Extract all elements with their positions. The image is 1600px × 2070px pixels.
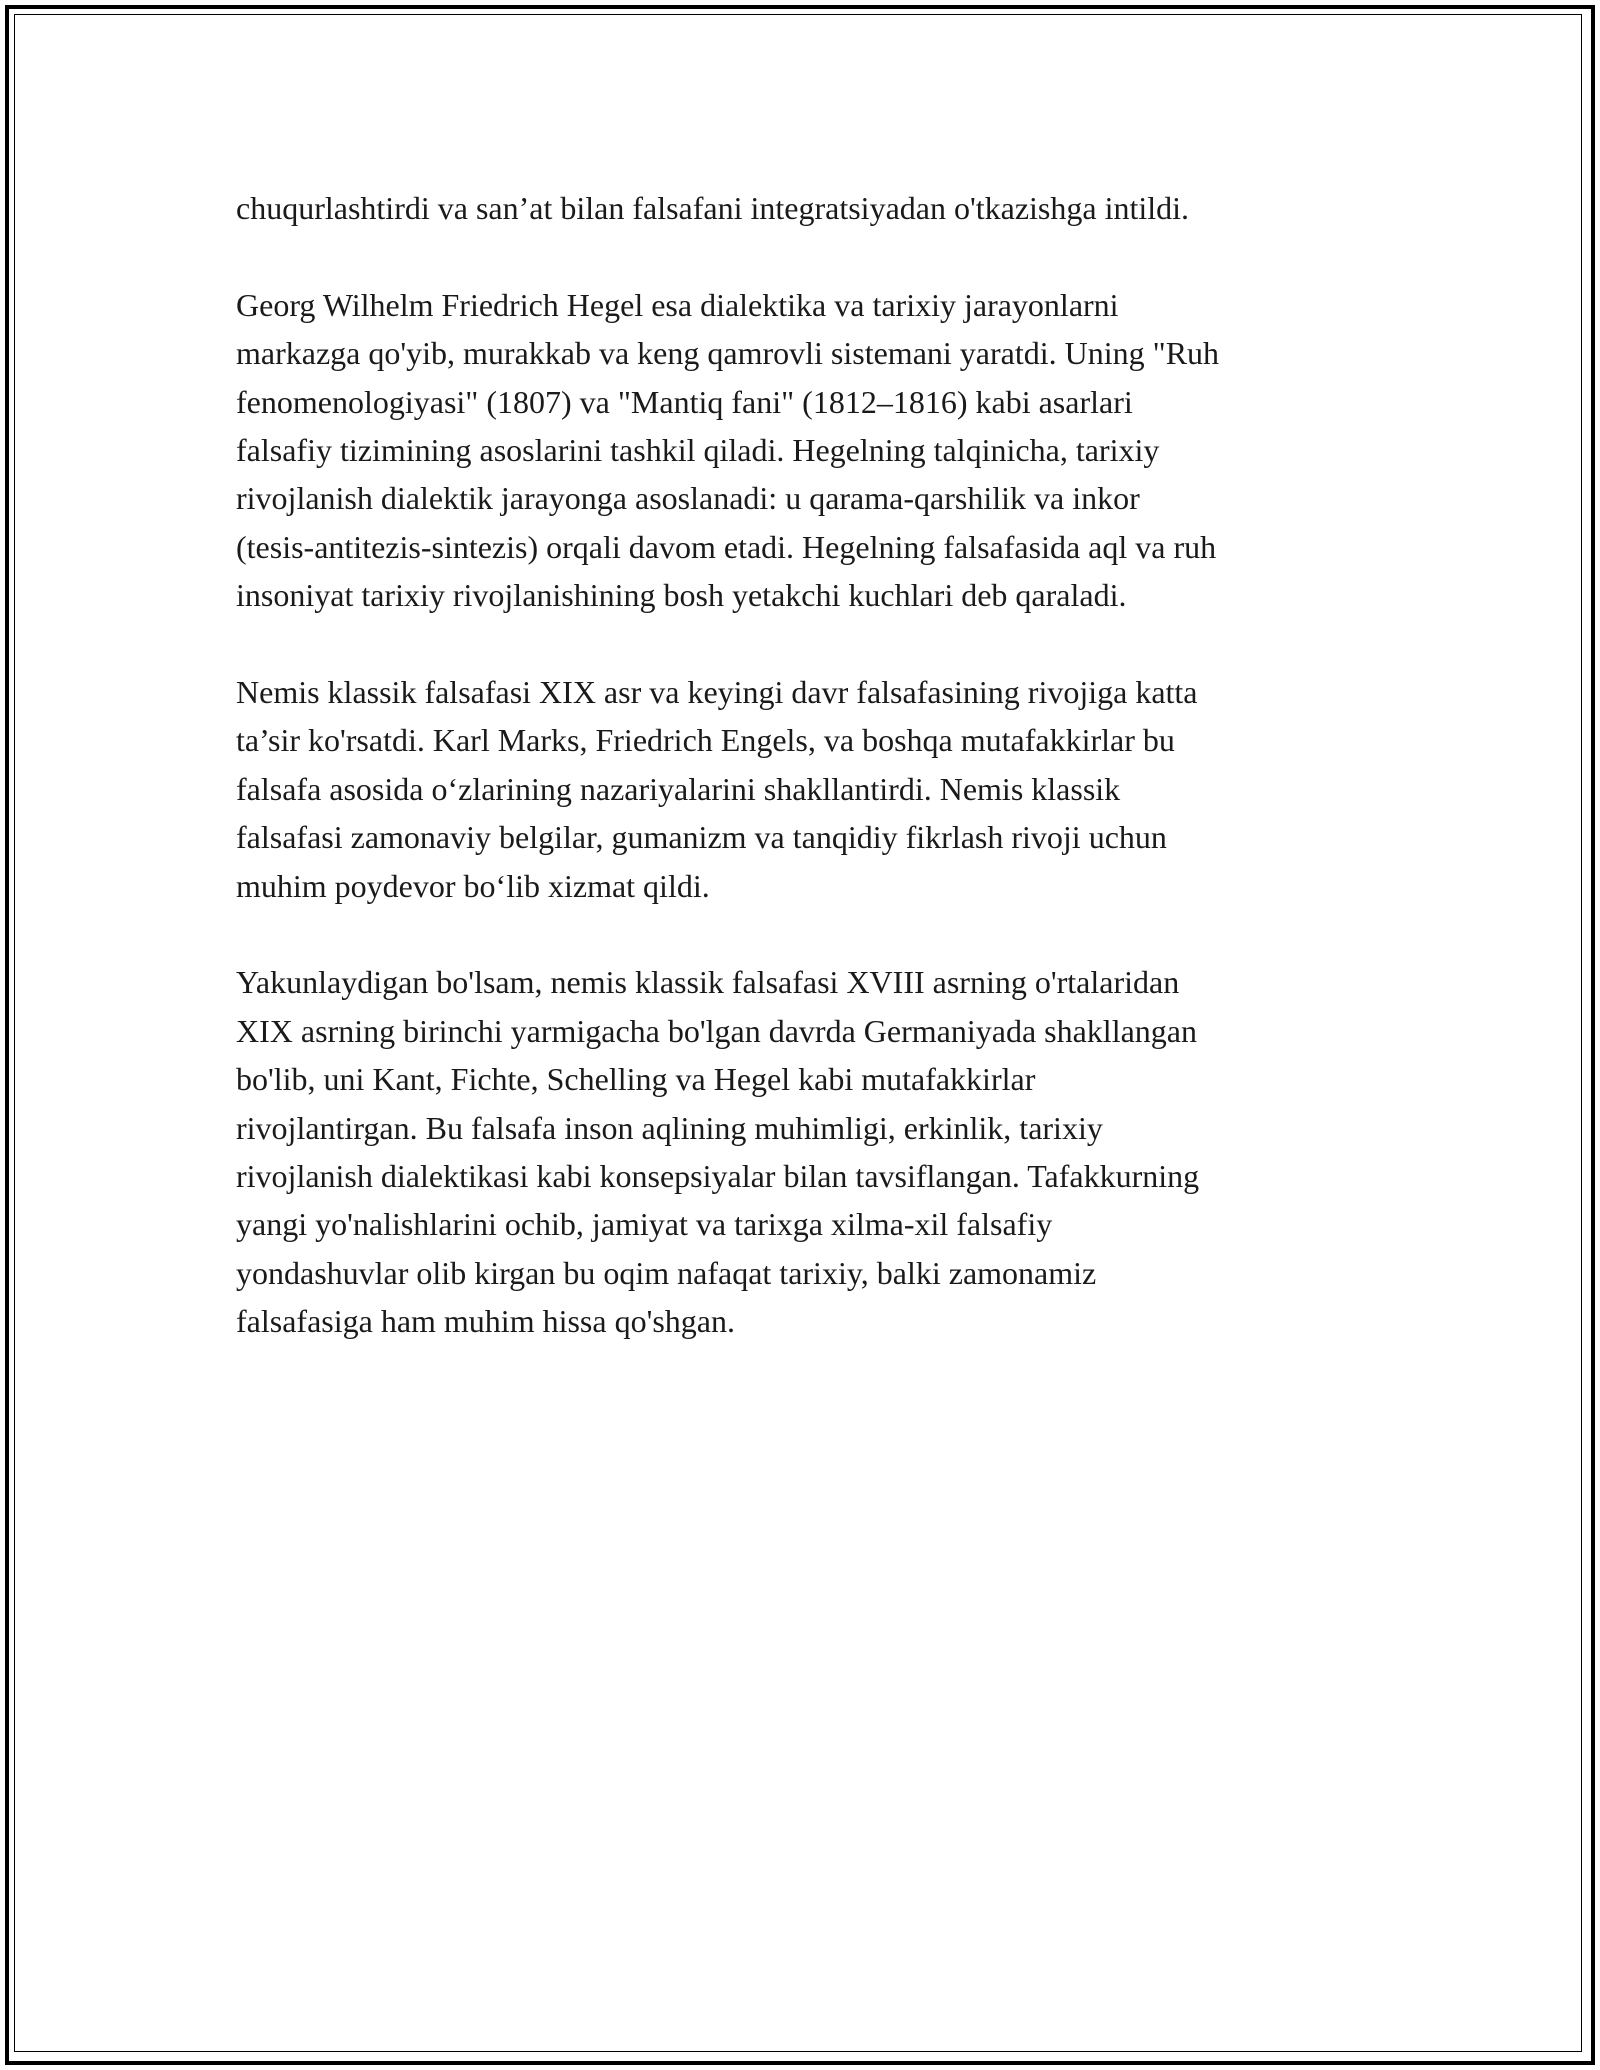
paragraph-2: Georg Wilhelm Friedrich Hegel esa dialektika va tarixiy jarayonlarni markazga qo'yib, murakkab va keng qamrovli sistemani yaratdi. Uning "Ruh fenomenologiyasi" (1807) va "Mantiq fani" (1812–1816) kabi asarlari falsafiy tizimining asoslarini tashkil qiladi. Hegelning talqinicha, tarixiy rivojlanish dialektik jarayonga asoslanadi: u qarama-qarshilik va inkor (tesis-antitezis-sintezis) orqali davom etadi. Hegelning falsafasida aql va ruh insoniyat tarixiy rivojlanishining bosh yetakchi kuchlari deb qaraladi.: [236, 286, 1220, 614]
document-body: [236, 184, 1366, 1394]
paragraph-4: Yakunlaydigan bo'lsam, nemis klassik falsafasi XVIII asrning o'rtalaridan XIX asrning birinchi yarmigacha bo'lgan davrda Germaniyada shakllangan bo'lib, uni Kant, Fichte, Schelling va Hegel kabi mutafakkirlar rivojlantirgan. Bu falsafa inson aqlining muhimligi, erkinlik, tarixiy rivojlanish dialektikasi kabi konsepsiyalar bilan tavsiflangan. Tafakkurning yangi yo'nalishlarini ochib, jamiyat va tarixga xilma-xil falsafiy yondashuvlar olib kirgan bu oqim nafaqat tarixiy, balki zamonamiz falsafasiga ham muhim hissa qo'shgan.: [236, 964, 1200, 1340]
paragraph-1: chuqurlashtirdi va san’at bilan falsafani integratsiyadan o'tkazishga intildi.: [236, 190, 1190, 226]
paragraph-3: Nemis klassik falsafasi XIX asr va keyingi davr falsafasining rivojiga katta ta’sir ko'rsatdi. Karl Marks, Friedrich Engels, va boshqa mutafakkirlar bu falsafa asosida o‘zlarining nazariyalarini shakllantirdi. Nemis klassik falsafasi zamonaviy belgilar, gumanizm va tanqidiy fikrlash rivoji uchun muhim poydevor bo‘lib xizmat qildi.: [236, 674, 1198, 904]
